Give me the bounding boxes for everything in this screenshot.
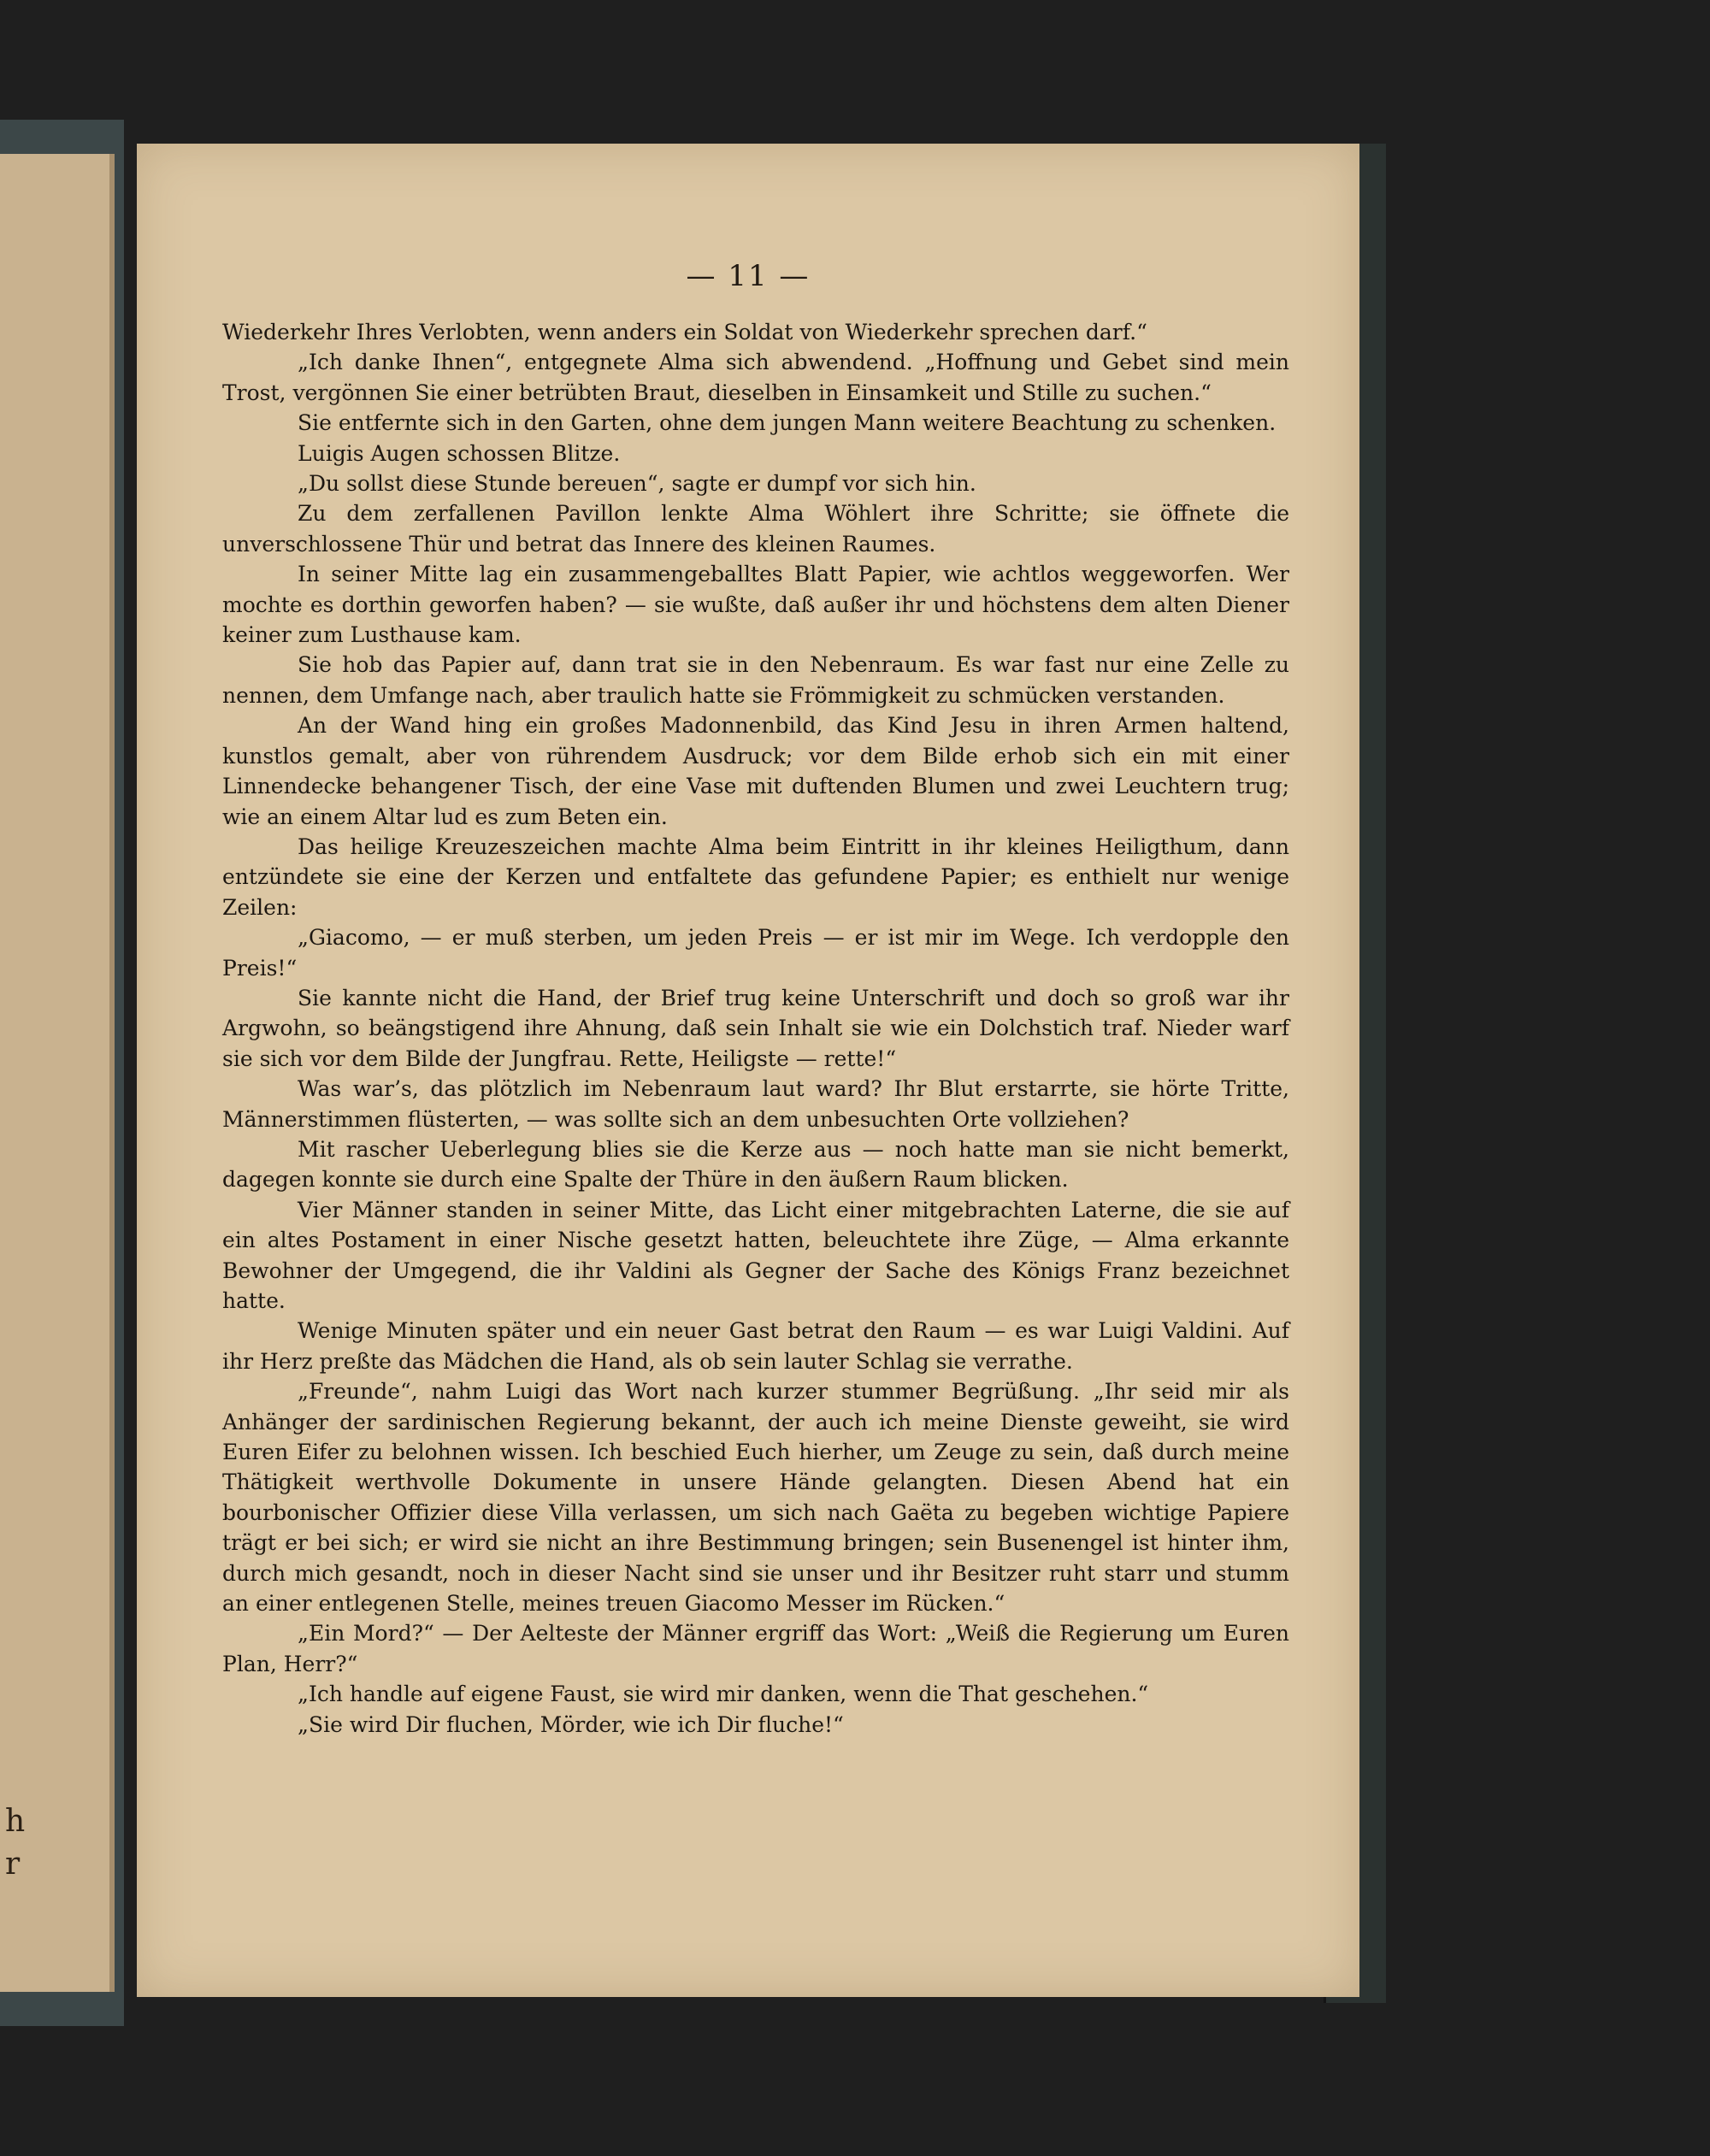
paragraph: Was war’s, das plötzlich im Nebenraum laut ward? Ihr Blut erstarrte, sie hörte Tritte, Männerstimmen flüsterten, — was sollte sich an dem unbesuchten Orte vollziehen? xyxy=(222,1076,1289,1132)
paragraph: „Sie wird Dir fluchen, Mörder, wie ich Dir fluche!“ xyxy=(298,1711,844,1737)
left-page-edge xyxy=(0,154,115,1992)
paragraph: Sie entfernte sich in den Garten, ohne dem jungen Mann weitere Beachtung zu schenken. xyxy=(298,410,1277,436)
left-page-glyph: r xyxy=(5,1847,21,1882)
paragraph: Wenige Minuten später und ein neuer Gast betrat den Raum — es war Luigi Valdini. Auf ihr Herz preßte das Mädchen die Hand, als ob sein lauter Schlag sie verrathe. xyxy=(222,1318,1289,1374)
page-number: — 11 — xyxy=(686,259,811,293)
paragraph: Vier Männer standen in seiner Mitte, das Licht einer mitgebrachten Laterne, die sie auf ein altes Postament in einer Nische gesetzt hatten, beleuchtete ihre Züge, — Alma erkannte Bewohner der Umgegend, die ihr Valdini als Gegner der Sache des Königs Franz bezeichnet hatte. xyxy=(222,1197,1289,1313)
paragraph: Das heilige Kreuzeszeichen machte Alma beim Eintritt in ihr kleines Heiligthum, dann entzündete sie eine der Kerzen und entfaltete das gefundene Papier; es enthielt nur wenige Zeilen: xyxy=(222,834,1289,920)
paragraph: An der Wand hing ein großes Madonnenbild, das Kind Jesu in ihren Armen haltend, kunstlos gemalt, aber von rührendem Ausdruck; vor dem Bilde erhob sich ein mit einer Linnendecke behangener Tisch, der eine Vase mit duftenden Blumen und zwei Leuchtern trug; wie an einem Altar lud es zum Beten ein. xyxy=(222,713,1289,829)
paragraph: „Ein Mord?“ — Der Aelteste der Männer ergriff das Wort: „Weiß die Regierung um Euren Plan, Herr?“ xyxy=(222,1621,1289,1676)
paragraph: „Giacomo, — er muß sterben, um jeden Preis — er ist mir im Wege. Ich verdopple den Preis!“ xyxy=(222,925,1289,981)
paragraph: Wiederkehr Ihres Verlobten, wenn anders ein Soldat von Wiederkehr sprechen darf.“ xyxy=(222,320,1147,345)
book-page xyxy=(137,144,1359,1997)
paragraph: Sie hob das Papier auf, dann trat sie in den Nebenraum. Es war fast nur eine Zelle zu nennen, dem Umfange nach, aber traulich hatte sie Frömmigkeit zu schmücken verstanden. xyxy=(222,652,1289,708)
paragraph: In seiner Mitte lag ein zusammengeballtes Blatt Papier, wie achtlos weggeworfen. Wer mochte es dorthin geworfen haben? — sie wußte, daß außer ihr und höchstens dem alten Diener keiner zum Lusthause kam. xyxy=(222,562,1289,648)
page-text xyxy=(222,317,1289,1740)
paragraph: Zu dem zerfallenen Pavillon lenkte Alma Wöhlert ihre Schritte; sie öffnete die unverschlossene Thür und betrat das Innere des kleinen Raumes. xyxy=(222,501,1289,557)
paragraph: „Ich danke Ihnen“, entgegnete Alma sich abwendend. „Hoffnung und Gebet sind mein Trost, vergönnen Sie einer betrübten Braut, dieselben in Einsamkeit und Stille zu suchen.“ xyxy=(222,350,1289,405)
paragraph: „Ich handle auf eigene Faust, sie wird mir danken, wenn die That geschehen.“ xyxy=(298,1682,1149,1707)
paragraph: Luigis Augen schossen Blitze. xyxy=(298,440,621,466)
left-page-glyph: h xyxy=(5,1804,26,1839)
paragraph: Mit rascher Ueberlegung blies sie die Kerze aus — noch hatte man sie nicht bemerkt, dagegen konnte sie durch eine Spalte der Thüre in den äußern Raum blicken. xyxy=(222,1136,1289,1193)
paragraph: „Freunde“, nahm Luigi das Wort nach kurzer stummer Begrüßung. „Ihr seid mir als Anhänger der sardinischen Regierung bekannt, der auch ich meine Dienste geweiht, sie wird Euren Eifer zu belohnen wissen. Ich beschied Euch hierher, um Zeuge zu sein, daß durch meine Thätigkeit werthvolle Dokumente in unsere Hände gelangten. Diesen Abend hat ein bourbonischer Offizier diese Villa verlassen, um sich nach Gaëta zu begeben wichtige Papiere trägt er bei sich; er wird sie nicht an ihre Bestimmung bringen; sein Busenengel ist hinter ihm, durch mich gesandt, noch in dieser Nacht sind sie unser und ihr Besitzer ruht starr und stumm an einer entlegenen Stelle, meines treuen Giacomo Messer im Rücken.“ xyxy=(222,1379,1289,1617)
paragraph: „Du sollst diese Stunde bereuen“, sagte er dumpf vor sich hin. xyxy=(298,471,976,497)
paragraph: Sie kannte nicht die Hand, der Brief trug keine Unterschrift und doch so groß war ihr Argwohn, so beängstigend ihre Ahnung, daß sein Inhalt sie wie ein Dolchstich traf. Nieder warf sie sich vor dem Bilde der Jungfrau. Rette, Heiligste — rette!“ xyxy=(222,985,1289,1071)
